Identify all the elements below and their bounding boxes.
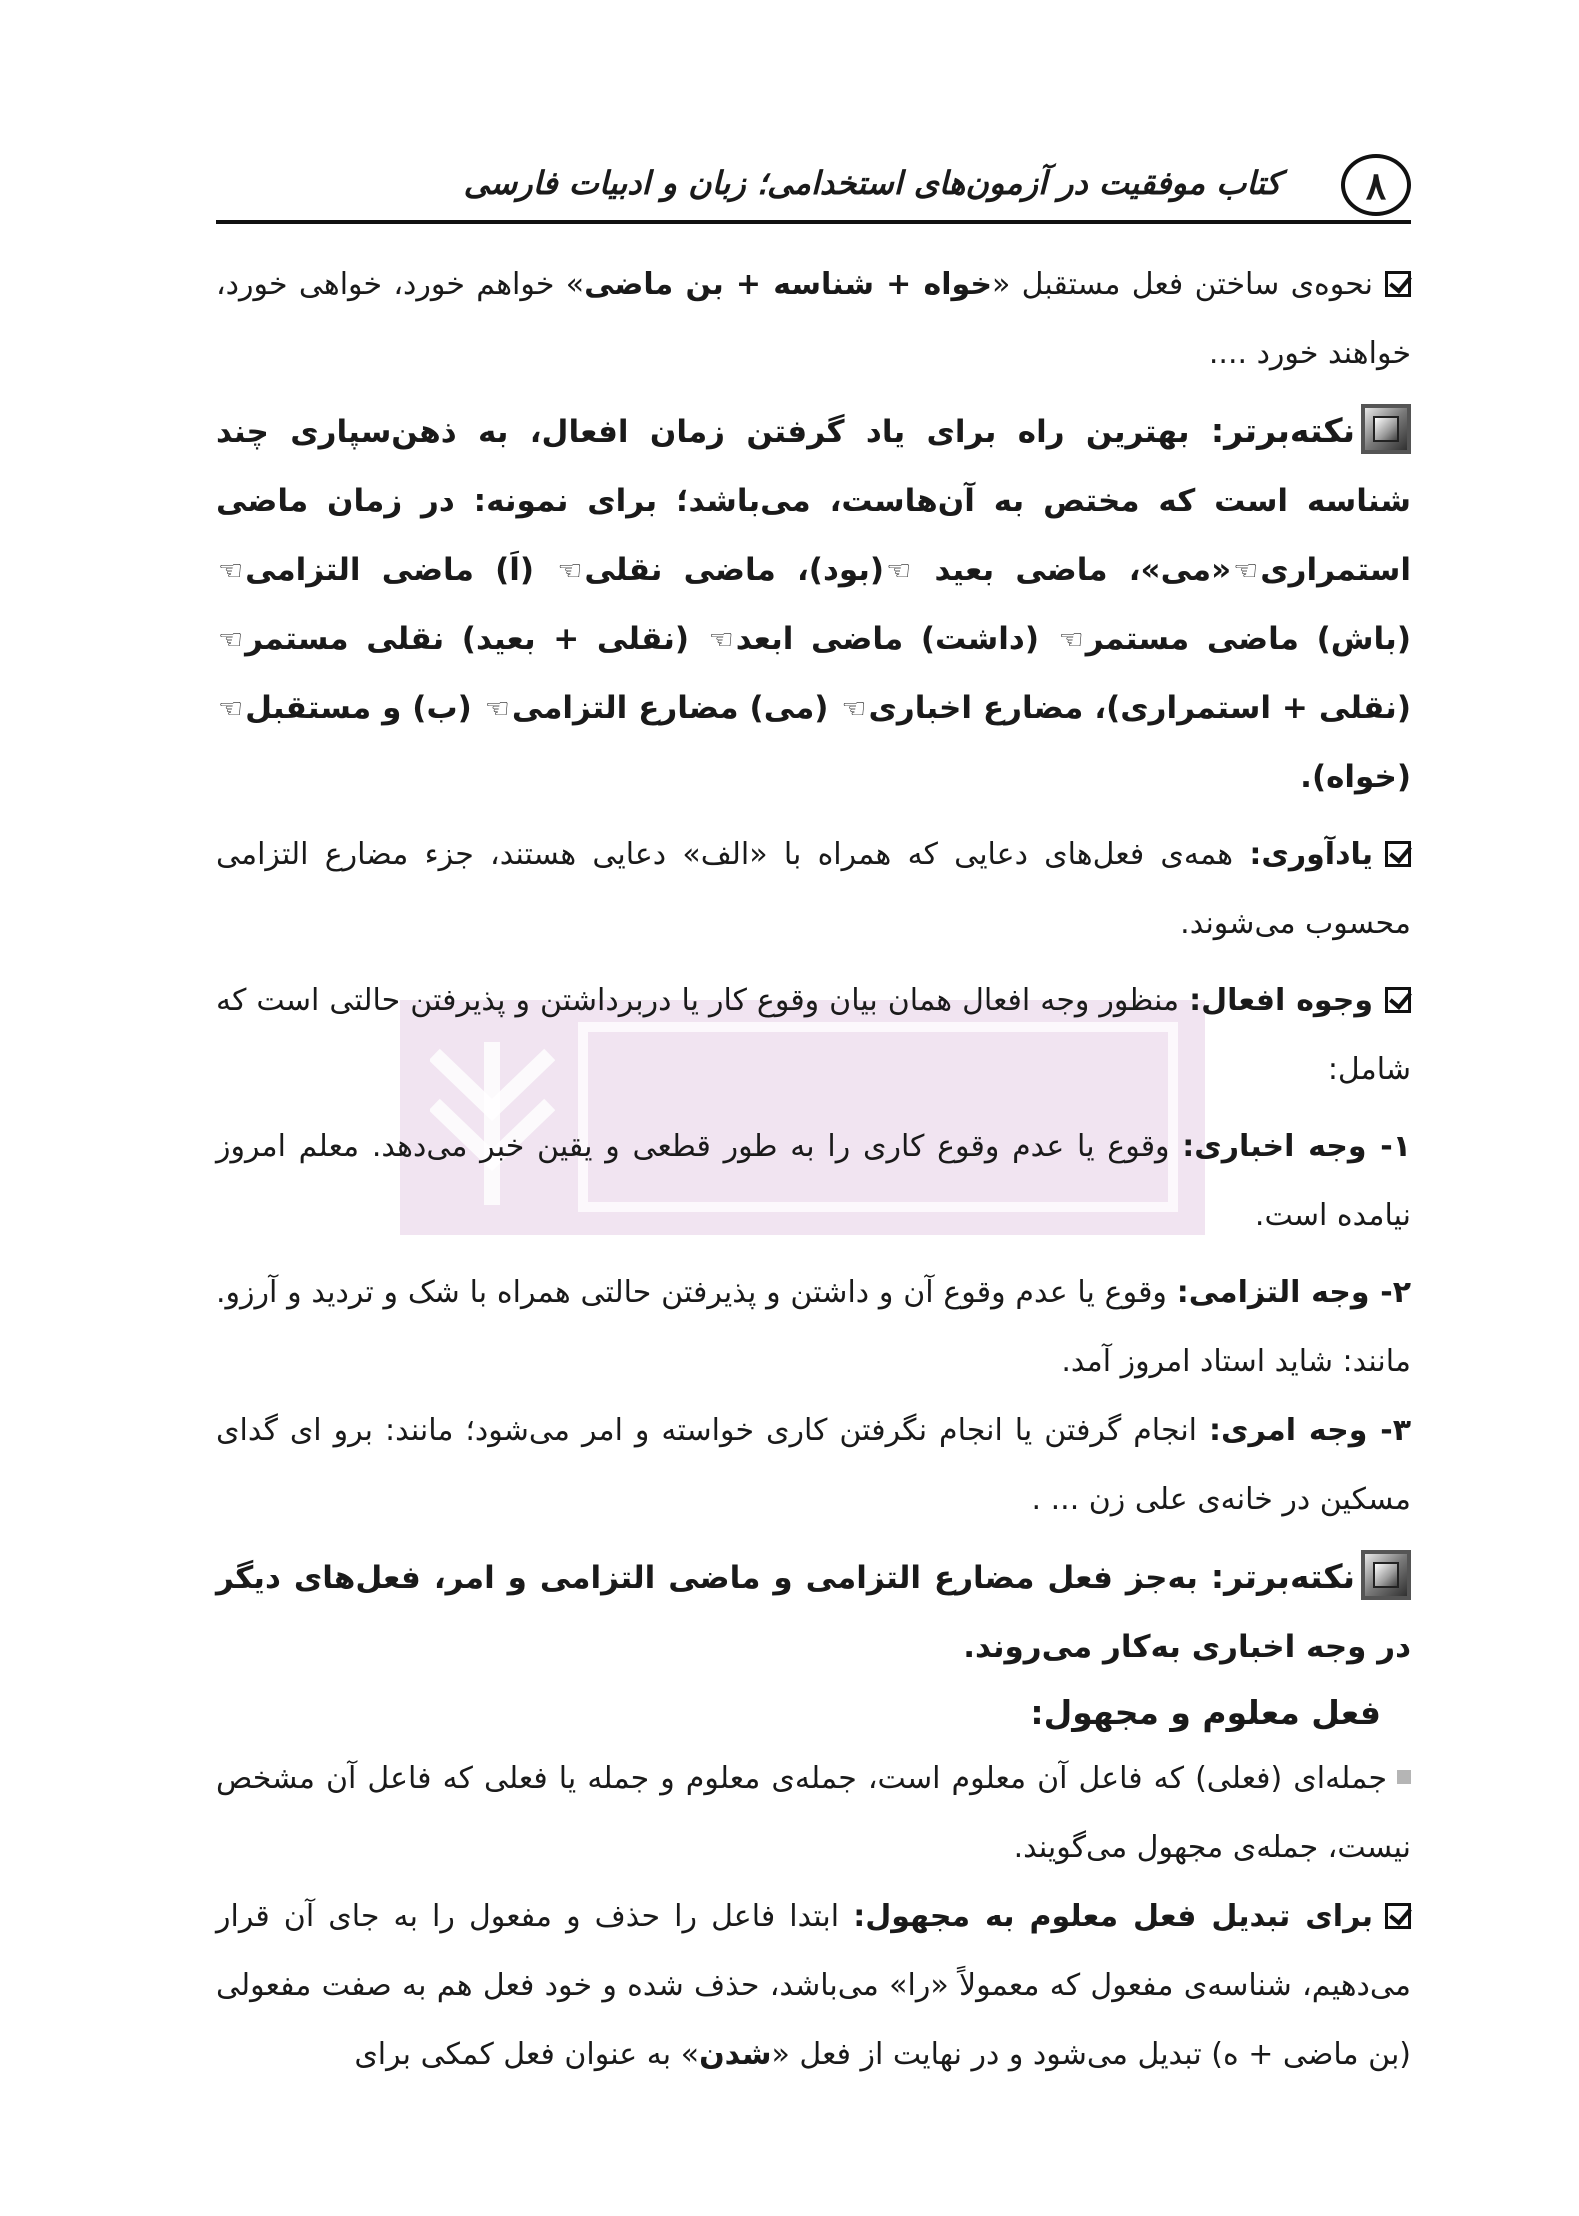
note-label: نکته‌برتر: xyxy=(1210,411,1355,450)
page-number: ۸ xyxy=(1341,154,1411,216)
pointing-hand-icon: ☜ xyxy=(1058,623,1084,656)
text: نحوه‌ی ساختن فعل مستقبل « xyxy=(991,267,1373,302)
pointing-hand-icon: ☜ xyxy=(708,623,734,656)
keyword: شدن xyxy=(699,2037,772,2072)
pointing-hand-icon: ☜ xyxy=(484,692,510,725)
running-title: کتاب موفقیت در آزمون‌های استخدامی؛ زبان و ادبیات فارسی xyxy=(463,164,1281,202)
paragraph-indicative-mood xyxy=(216,1112,1411,1250)
paragraph-future-tense xyxy=(216,250,1411,388)
text: همه‌ی فعل‌های دعایی که همراه با «الف» دعایی هستند، جزء مضارع التزامی محسوب می‌شوند. xyxy=(216,837,1411,941)
note-icon xyxy=(1361,1550,1411,1600)
paragraph-reminder xyxy=(216,820,1411,958)
paragraph-active-passive xyxy=(216,1744,1411,1882)
text: » به عنوان فعل کمکی برای xyxy=(354,2037,700,2072)
paragraph-conversion xyxy=(216,1882,1411,2089)
text: انجام گرفتن یا انجام نگرفتن کاری خواسته و امر می‌شود؛ مانند: برو ای گدای مسکین در خانه‌ی علی زن ... . xyxy=(216,1413,1411,1517)
pointing-hand-icon: ☜ xyxy=(218,554,244,587)
text: (خواه). xyxy=(1300,759,1411,795)
text: به‌جز فعل مضارع التزامی و ماضی التزامی و امر، فعل‌های دیگر در وجه اخباری به‌کار می‌روند. xyxy=(216,1560,1411,1665)
pointing-hand-icon: ☜ xyxy=(218,692,244,725)
text: » خواهم خورد، خواهی خورد، خواهند خورد .... xyxy=(216,267,1411,371)
formula: خواه + شناسه + بن ماضی xyxy=(584,267,992,302)
text: (داشت) ماضی ابعد xyxy=(735,621,1039,657)
text: منظور وجه افعال همان بیان وقوع کار یا دربرداشتن و پذیرفتن حالتی است که شامل: xyxy=(216,983,1411,1087)
label: برای تبدیل فعل معلوم به مجهول: xyxy=(853,1899,1374,1934)
paragraph-subjunctive-mood xyxy=(216,1258,1411,1396)
text: (باش) ماضی مستمر xyxy=(1085,621,1411,657)
text: بهترین راه برای یاد گرفتن زمان افعال، به ذهن‌سپاری چند شناسه است که مختص به آن‌هاست، می‌باشد؛ برای نمونه: در زمان ماضی استمراری xyxy=(216,414,1411,588)
pointing-hand-icon: ☜ xyxy=(841,692,867,725)
checkbox-icon xyxy=(1385,841,1411,867)
note-verb-tenses xyxy=(216,396,1411,812)
pointing-hand-icon: ☜ xyxy=(218,623,244,656)
header-divider xyxy=(216,220,1411,224)
bullet-icon xyxy=(1397,1770,1411,1784)
paragraph-verb-moods xyxy=(216,966,1411,1104)
text: (می) مضارع التزامی xyxy=(511,690,829,726)
section-heading: فعل معلوم و مجهول: xyxy=(1030,1693,1381,1732)
text: (بود)، ماضی نقلی xyxy=(584,552,885,588)
text: (ب) و مستقبل xyxy=(245,690,472,726)
pointing-hand-icon: ☜ xyxy=(557,554,583,587)
text: (نقلی + بعید) نقلی مستمر xyxy=(245,621,690,657)
page-header xyxy=(216,150,1411,226)
text: وقوع یا عدم وقوع آن و داشتن و پذیرفتن حالتی همراه با شک و تردید و آرزو. مانند: شاید استاد امروز آمد. xyxy=(216,1275,1411,1379)
text: «می»، ماضی بعید xyxy=(934,552,1232,588)
label: یادآوری: xyxy=(1249,837,1373,872)
text: ابتدا فاعل را حذف و مفعول را به جای آن قرار می‌دهیم، شناسه‌ی مفعول که معمولاً «را» می‌باشد، حذف شده و خود فعل هم به صفت مفعولی (بن ماضی + ه) تبدیل می‌شود و در نهایت از فعل « xyxy=(216,1899,1411,2072)
note-indicative xyxy=(216,1542,1411,1682)
pointing-hand-icon: ☜ xyxy=(886,554,912,587)
pointing-hand-icon: ☜ xyxy=(1233,554,1259,587)
label: ۲- وجه التزامی: xyxy=(1176,1275,1411,1310)
label: ۳- وجه امری: xyxy=(1209,1413,1411,1448)
note-label: نکته‌برتر: xyxy=(1210,1557,1356,1596)
text: (اَ) ماضی التزامی xyxy=(245,552,535,588)
checkbox-icon xyxy=(1385,987,1411,1013)
checkbox-icon xyxy=(1385,271,1411,297)
text: جمله‌ای (فعلی) که فاعل آن معلوم است، جمله‌ی معلوم و جمله یا فعلی که فاعل آن مشخص نیست، جمله‌ی مجهول می‌گویند. xyxy=(216,1761,1411,1865)
page-body xyxy=(216,250,1411,2089)
label: ۱- وجه اخباری: xyxy=(1182,1129,1411,1164)
paragraph-imperative-mood xyxy=(216,1396,1411,1534)
text: (نقلی + استمراری)، مضارع اخباری xyxy=(868,690,1411,726)
note-icon xyxy=(1361,404,1411,454)
checkbox-icon xyxy=(1385,1903,1411,1929)
text: وقوع یا عدم وقوع کاری را به طور قطعی و یقین خبر می‌دهد. معلم امروز نیامده است. xyxy=(216,1129,1411,1233)
label: وجوه افعال: xyxy=(1189,983,1373,1018)
